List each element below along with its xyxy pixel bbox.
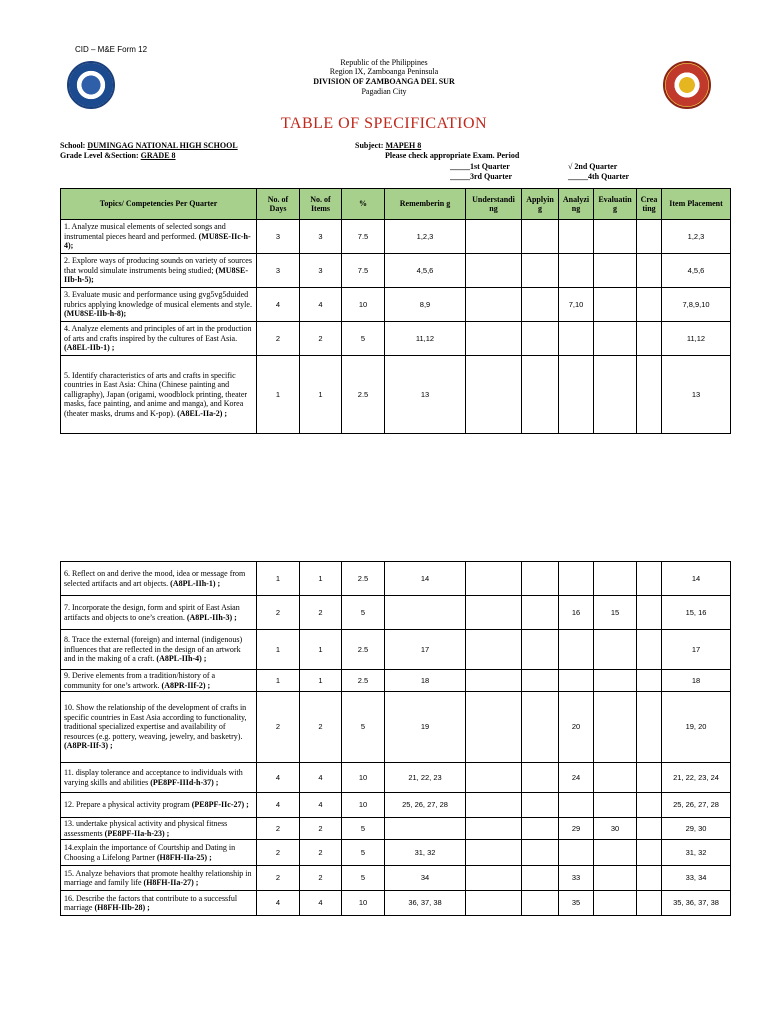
competency-cell — [61, 818, 257, 840]
evaluating-cell — [594, 562, 637, 596]
percent-cell: 5 — [342, 322, 385, 356]
col-applying-header: Applyin g — [522, 189, 559, 220]
competency-text: 7. Incorporate the design, form and spirit of East Asian artifacts and objects to one’s creation. — [64, 603, 240, 622]
competency-code: (A8PL-IIh-3) ; — [186, 612, 237, 622]
evaluating-cell — [594, 630, 637, 670]
competency-code: (A8EL-IIb-1) ; — [64, 343, 115, 353]
remembering-cell: 4,5,6 — [385, 254, 466, 288]
understanding-cell — [466, 322, 522, 356]
table-row — [61, 793, 731, 818]
table-row — [61, 670, 731, 692]
creating-cell — [637, 692, 662, 763]
col-percent-header: % — [342, 189, 385, 220]
understanding-cell — [466, 793, 522, 818]
evaluating-cell — [594, 891, 637, 916]
table-row — [61, 288, 731, 322]
percent-cell: 7.5 — [342, 220, 385, 254]
competency-code: (MU8SE-IIc-h-4); — [64, 231, 251, 251]
days-cell: 4 — [257, 891, 300, 916]
competency-text: 6. Reflect on and derive the mood, idea or message from selected artifacts and art objects. — [64, 569, 246, 588]
applying-cell — [522, 254, 559, 288]
document-title: TABLE OF SPECIFICATION — [280, 115, 488, 132]
header-line-2: Region IX, Zamboanga Peninsula — [329, 67, 439, 76]
competency-cell — [61, 840, 257, 866]
understanding-cell — [466, 356, 522, 434]
table-row — [61, 356, 731, 434]
percent-cell: 10 — [342, 288, 385, 322]
placement-cell: 29, 30 — [662, 818, 731, 840]
grade-line — [60, 151, 176, 160]
placement-cell: 19, 20 — [662, 692, 731, 763]
competency-code: (A8EL-IIa-2) ; — [177, 408, 228, 418]
competency-text: 15. Analyze behaviors that promote healthy relationship in marriage and family life — [64, 868, 252, 887]
evaluating-cell — [594, 254, 637, 288]
remembering-cell: 14 — [385, 562, 466, 596]
competency-text: 1. Analyze musical elements of selected songs and instrumental pieces heard and performed. — [64, 222, 226, 241]
evaluating-cell — [594, 356, 637, 434]
col-days-header: No. of Days — [257, 189, 300, 220]
table-row — [61, 220, 731, 254]
placement-cell: 25, 26, 27, 28 — [662, 793, 731, 818]
analyzing-cell: 7,10 — [559, 288, 594, 322]
items-cell: 2 — [300, 840, 342, 866]
competency-cell — [61, 670, 257, 692]
percent-cell: 10 — [342, 763, 385, 793]
col-placement-header: Item Placement — [662, 189, 731, 220]
remembering-cell: 19 — [385, 692, 466, 763]
days-cell: 2 — [257, 818, 300, 840]
items-cell: 4 — [300, 763, 342, 793]
placement-cell: 11,12 — [662, 322, 731, 356]
days-cell: 2 — [257, 866, 300, 891]
competency-code: (H8FH-IIb-28) ; — [94, 903, 150, 912]
competency-text: 5. Identify characteristics of arts and crafts in specific countries in East Asia: China (Chinese painting and calligraphy), Japan (origami, woodblock printing, theater masks, face painting, and anime and manga), and Korea (theater masks, drums and K-pop). — [64, 370, 248, 418]
competency-text: 2. Explore ways of producing sounds on variety of sources that would simulate instruments being studied; — [64, 256, 252, 275]
creating-cell — [637, 630, 662, 670]
items-cell: 4 — [300, 793, 342, 818]
items-cell: 3 — [300, 220, 342, 254]
items-cell: 1 — [300, 356, 342, 434]
grade-value: GRADE 8 — [140, 151, 176, 160]
applying-cell — [522, 866, 559, 891]
creating-cell — [637, 254, 662, 288]
days-cell: 1 — [257, 562, 300, 596]
understanding-cell — [466, 670, 522, 692]
placement-cell: 35, 36, 37, 38 — [662, 891, 731, 916]
header-line-1: Republic of the Philippines — [340, 58, 428, 67]
competency-code: (MU8SE-IIb-h-8); — [64, 309, 127, 319]
competency-text: 9. Derive elements from a tradition/history of a community for one’s artwork. — [64, 671, 216, 690]
school-line — [60, 141, 238, 150]
items-cell: 1 — [300, 562, 342, 596]
competency-code: (PE8PF-IIc-27) ; — [191, 800, 249, 810]
placement-cell: 13 — [662, 356, 731, 434]
table-row — [61, 596, 731, 630]
creating-cell — [637, 840, 662, 866]
tos-table-page-2 — [60, 561, 731, 916]
placement-cell: 7,8,9,10 — [662, 288, 731, 322]
creating-cell — [637, 356, 662, 434]
school-value: DUMINGAG NATIONAL HIGH SCHOOL — [87, 141, 238, 150]
applying-cell — [522, 891, 559, 916]
competency-text: 8. Trace the external (foreign) and internal (indigenous) influences that are reflected in the design of an artwork and in the making of a craft. — [64, 635, 243, 664]
creating-cell — [637, 866, 662, 891]
table-row — [61, 763, 731, 793]
items-cell: 2 — [300, 596, 342, 630]
evaluating-cell — [594, 793, 637, 818]
col-understanding-header: Understandi ng — [466, 189, 522, 220]
analyzing-cell: 35 — [559, 891, 594, 916]
evaluating-cell — [594, 322, 637, 356]
applying-cell — [522, 596, 559, 630]
creating-cell — [637, 891, 662, 916]
applying-cell — [522, 288, 559, 322]
remembering-cell — [385, 818, 466, 840]
percent-cell: 2.5 — [342, 562, 385, 596]
table-row — [61, 630, 731, 670]
period-instruction: Please check appropriate Exam. Period — [385, 151, 520, 160]
quarter-1: _____1st Quarter — [450, 162, 510, 171]
days-cell: 4 — [257, 763, 300, 793]
applying-cell — [522, 793, 559, 818]
applying-cell — [522, 763, 559, 793]
analyzing-cell — [559, 630, 594, 670]
competency-text: 4. Analyze elements and principles of art in the production of arts and crafts inspired by the cultures of East Asia. — [64, 324, 252, 343]
competency-cell — [61, 562, 257, 596]
placement-cell: 1,2,3 — [662, 220, 731, 254]
creating-cell — [637, 562, 662, 596]
items-cell: 4 — [300, 288, 342, 322]
competency-cell — [61, 692, 257, 763]
creating-cell — [637, 322, 662, 356]
table-row — [61, 692, 731, 763]
understanding-cell — [466, 254, 522, 288]
competency-cell — [61, 793, 257, 818]
percent-cell: 5 — [342, 692, 385, 763]
evaluating-cell: 15 — [594, 596, 637, 630]
percent-cell: 7.5 — [342, 254, 385, 288]
competency-text: 16. Describe the factors that contribute to a successful marriage — [64, 893, 238, 912]
placement-cell: 14 — [662, 562, 731, 596]
col-analyzing-header: Analyzi ng — [559, 189, 594, 220]
competency-code: (A8PL-IIh-4) ; — [156, 654, 207, 664]
competency-cell — [61, 630, 257, 670]
table-row — [61, 322, 731, 356]
percent-cell: 5 — [342, 866, 385, 891]
competency-code: (H8FH-IIa-27) ; — [143, 878, 199, 887]
days-cell: 2 — [257, 840, 300, 866]
competency-cell — [61, 220, 257, 254]
competency-text: 12. Prepare a physical activity program — [64, 800, 190, 810]
understanding-cell — [466, 866, 522, 891]
quarter-2: √ 2nd Quarter — [568, 162, 618, 171]
remembering-cell — [385, 596, 466, 630]
remembering-cell: 1,2,3 — [385, 220, 466, 254]
quarter-3: _____3rd Quarter — [450, 172, 512, 181]
items-cell: 2 — [300, 818, 342, 840]
creating-cell — [637, 818, 662, 840]
evaluating-cell — [594, 866, 637, 891]
percent-cell: 2.5 — [342, 630, 385, 670]
placement-cell: 15, 16 — [662, 596, 731, 630]
school-label: School: — [60, 141, 86, 150]
percent-cell: 2.5 — [342, 356, 385, 434]
competency-text: 11. display tolerance and acceptance to individuals with varying skills and abilities — [64, 768, 243, 787]
creating-cell — [637, 596, 662, 630]
placement-cell: 4,5,6 — [662, 254, 731, 288]
competency-cell — [61, 322, 257, 356]
analyzing-cell — [559, 220, 594, 254]
remembering-cell: 18 — [385, 670, 466, 692]
days-cell: 2 — [257, 596, 300, 630]
remembering-cell: 8,9 — [385, 288, 466, 322]
competency-cell — [61, 254, 257, 288]
col-items-header: No. of Items — [300, 189, 342, 220]
evaluating-cell — [594, 220, 637, 254]
analyzing-cell: 33 — [559, 866, 594, 891]
applying-cell — [522, 322, 559, 356]
placement-cell: 18 — [662, 670, 731, 692]
percent-cell: 5 — [342, 596, 385, 630]
remembering-cell: 34 — [385, 866, 466, 891]
evaluating-cell — [594, 670, 637, 692]
understanding-cell — [466, 596, 522, 630]
evaluating-cell — [594, 288, 637, 322]
understanding-cell — [466, 562, 522, 596]
table-row — [61, 562, 731, 596]
competency-code: (A8PL-IIh-1) ; — [170, 578, 221, 588]
days-cell: 1 — [257, 356, 300, 434]
analyzing-cell — [559, 322, 594, 356]
days-cell: 4 — [257, 793, 300, 818]
remembering-cell: 17 — [385, 630, 466, 670]
competency-cell — [61, 891, 257, 916]
competency-text: 10. Show the relationship of the development of crafts in specific countries in East Asia according to functionality, traditional specialized expertise and availability of resources (e.g. pottery, weaving, jewelry, and basketry). — [64, 703, 247, 741]
understanding-cell — [466, 288, 522, 322]
competency-cell — [61, 866, 257, 891]
placement-cell: 21, 22, 23, 24 — [662, 763, 731, 793]
placement-cell: 33, 34 — [662, 866, 731, 891]
items-cell: 2 — [300, 866, 342, 891]
applying-cell — [522, 356, 559, 434]
competency-cell — [61, 596, 257, 630]
placement-cell: 31, 32 — [662, 840, 731, 866]
table-row — [61, 840, 731, 866]
header-line-3: DIVISION OF ZAMBOANGA DEL SUR — [313, 77, 455, 86]
remembering-cell: 25, 26, 27, 28 — [385, 793, 466, 818]
analyzing-cell: 24 — [559, 763, 594, 793]
table-row — [61, 866, 731, 891]
creating-cell — [637, 288, 662, 322]
evaluating-cell — [594, 692, 637, 763]
items-cell: 3 — [300, 254, 342, 288]
days-cell: 1 — [257, 630, 300, 670]
competency-cell — [61, 356, 257, 434]
remembering-cell: 36, 37, 38 — [385, 891, 466, 916]
days-cell: 2 — [257, 692, 300, 763]
grade-label: Grade Level &Section: — [60, 151, 139, 160]
percent-cell: 2.5 — [342, 670, 385, 692]
subject-value: MAPEH 8 — [385, 141, 422, 150]
col-remembering-header: Rememberin g — [385, 189, 466, 220]
items-cell: 2 — [300, 322, 342, 356]
quarter-4: _____4th Quarter — [568, 172, 630, 181]
remembering-cell: 11,12 — [385, 322, 466, 356]
applying-cell — [522, 840, 559, 866]
percent-cell: 5 — [342, 818, 385, 840]
col-creating-header: Crea ting — [637, 189, 662, 220]
competency-code: (H8FH-IIa-25) ; — [156, 852, 212, 862]
tos-table-page-1 — [60, 188, 731, 434]
analyzing-cell — [559, 562, 594, 596]
form-code: CID – M&E Form 12 — [75, 45, 148, 54]
applying-cell — [522, 670, 559, 692]
placement-cell: 17 — [662, 630, 731, 670]
analyzing-cell — [559, 356, 594, 434]
creating-cell — [637, 670, 662, 692]
analyzing-cell: 16 — [559, 596, 594, 630]
competency-code: (PE8PF-IIa-h-23) ; — [104, 828, 170, 838]
percent-cell: 10 — [342, 891, 385, 916]
competency-code: (A8PR-IIf-2) ; — [161, 680, 211, 690]
percent-cell: 10 — [342, 793, 385, 818]
competency-code: (PE8PF-IIId-h-37) ; — [150, 777, 219, 787]
understanding-cell — [466, 763, 522, 793]
items-cell: 1 — [300, 670, 342, 692]
analyzing-cell: 29 — [559, 818, 594, 840]
creating-cell — [637, 763, 662, 793]
applying-cell — [522, 630, 559, 670]
evaluating-cell — [594, 763, 637, 793]
analyzing-cell — [559, 793, 594, 818]
competency-cell — [61, 763, 257, 793]
understanding-cell — [466, 692, 522, 763]
competency-text: 13. undertake physical activity and physical fitness assessments — [64, 819, 228, 838]
table-row — [61, 891, 731, 916]
analyzing-cell: 20 — [559, 692, 594, 763]
understanding-cell — [466, 818, 522, 840]
remembering-cell: 13 — [385, 356, 466, 434]
applying-cell — [522, 692, 559, 763]
competency-text: 3. Evaluate music and performance using gvg5vg5duided rubrics applying knowledge of musical elements and style. — [64, 290, 252, 309]
days-cell: 3 — [257, 254, 300, 288]
evaluating-cell — [594, 840, 637, 866]
days-cell: 2 — [257, 322, 300, 356]
competency-text: 14.explain the importance of Courtship and Dating in Choosing a Lifelong Partner — [64, 843, 236, 862]
applying-cell — [522, 818, 559, 840]
col-topics-header: Topics/ Competencies Per Quarter — [61, 189, 257, 220]
creating-cell — [637, 220, 662, 254]
understanding-cell — [466, 630, 522, 670]
competency-code: (MU8SE-IIb-h-5); — [64, 265, 248, 285]
analyzing-cell — [559, 254, 594, 288]
table-header-row — [61, 189, 731, 220]
header-line-4: Pagadian City — [361, 87, 407, 96]
subject-line — [355, 141, 421, 150]
subject-label: Subject: — [355, 141, 384, 150]
understanding-cell — [466, 220, 522, 254]
understanding-cell — [466, 891, 522, 916]
remembering-cell: 21, 22, 23 — [385, 763, 466, 793]
understanding-cell — [466, 840, 522, 866]
table-row — [61, 818, 731, 840]
table-row — [61, 254, 731, 288]
applying-cell — [522, 220, 559, 254]
days-cell: 3 — [257, 220, 300, 254]
remembering-cell: 31, 32 — [385, 840, 466, 866]
items-cell: 1 — [300, 630, 342, 670]
applying-cell — [522, 562, 559, 596]
items-cell: 4 — [300, 891, 342, 916]
competency-code: (A8PR-IIf-3) ; — [64, 741, 113, 751]
analyzing-cell — [559, 840, 594, 866]
items-cell: 2 — [300, 692, 342, 763]
days-cell: 4 — [257, 288, 300, 322]
evaluating-cell: 30 — [594, 818, 637, 840]
creating-cell — [637, 793, 662, 818]
analyzing-cell — [559, 670, 594, 692]
competency-cell — [61, 288, 257, 322]
col-evaluating-header: Evaluatin g — [594, 189, 637, 220]
percent-cell: 5 — [342, 840, 385, 866]
days-cell: 1 — [257, 670, 300, 692]
